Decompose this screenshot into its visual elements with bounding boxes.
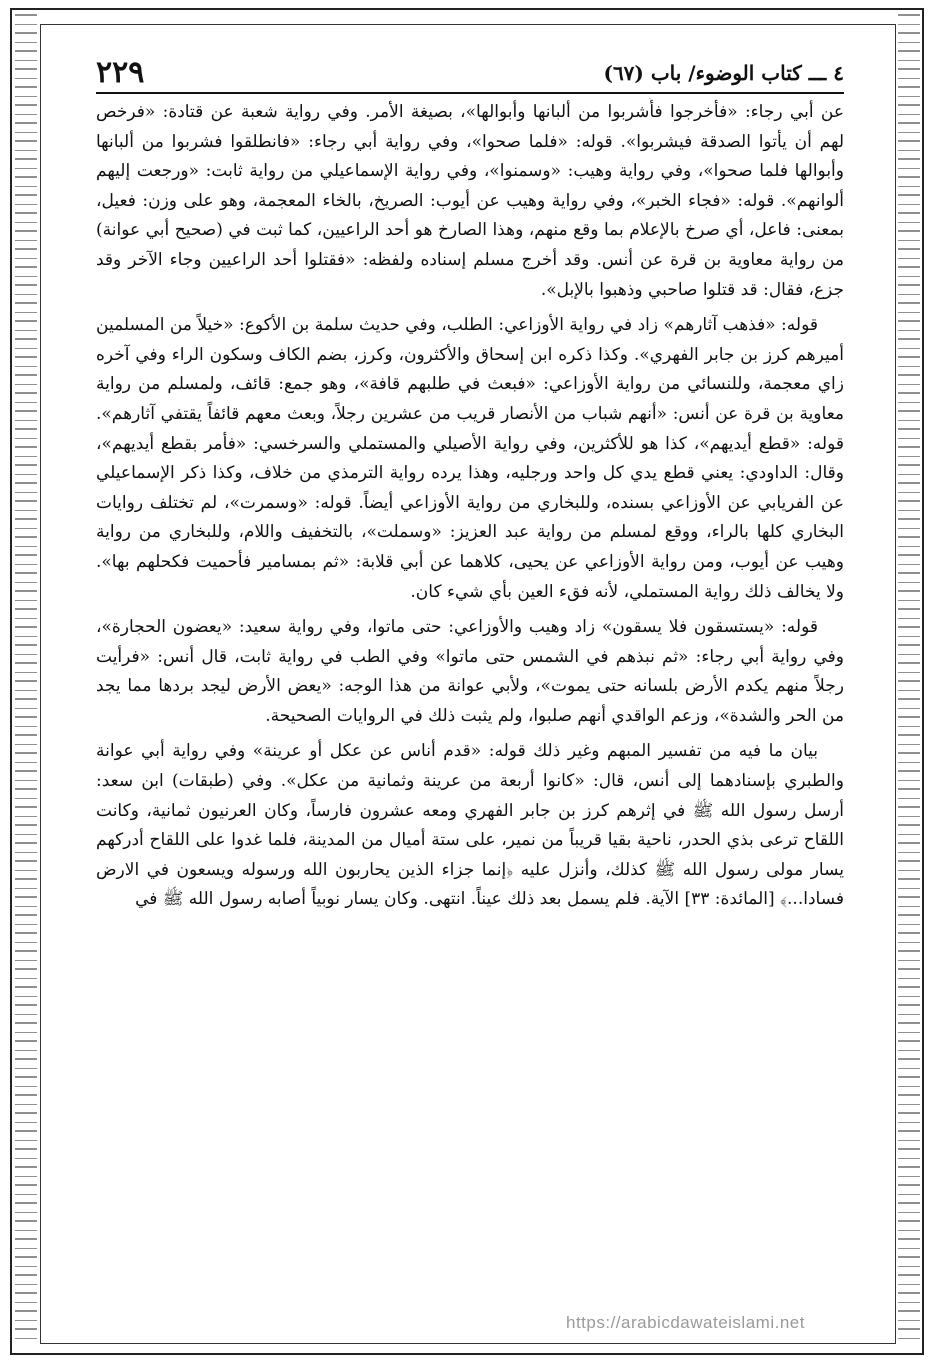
page-body [96,98,844,1333]
paragraph-1: عن أبي رجاء: «فأخرجوا فأُشربوا من ألبانها وأبوالها»، بصيغة الأمر. وفي رواية شعبة عن قتادة: «فرخص لهم أن يأتوا الصدقة فيشربوا». قوله: «فلما صحوا»، وفي رواية أبي رجاء: «فانطلقوا فشربوا من ألبانها وأبوالها فلما صحوا»، وفي رواية وهيب: «وسمنوا»، وفي رواية الإسماعيلي من رواية ثابت: «ورجعت إليهم ألوانهم». قوله: «فجاء الخبر»، وفي رواية وهيب عن أيوب: الصريخ، بالخاء المعجمة، وهو على وزن: فعيل، بمعنى: فاعل، أي صرخ بالإعلام بما وقع منهم، وهذا الصارخ هو أحد الراعيين، كما ثبت في (صحيح أبي عوانة) من رواية معاوية بن قرة عن أنس. وقد أخرج مسلم إسناده ولفظه: «فقتلوا أحد الراعيين وجاء الآخر وقد جزع، فقال: قد قتلوا صاحبي وذهبوا بالإبل». [96,102,844,300]
paragraph-4: بيان ما فيه من تفسير المبهم وغير ذلك قوله: «قدم أناس عن عكل أو عرينة» وفي رواية أبي عوانة والطبري بإسنادهما إلى أنس، قال: «كانوا أربعة من عرينة وثمانية من عكل». وفي (طبقات) ابن سعد: أرسل رسول الله ﷺ في إثرهم كرز بن جابر الفهري ومعه عشرون فارساً، وكان العرنيون ثمانية، وكانت اللقاح ترعى بذي الحدر، ناحية بقيا قريباً من نمير، على ستة أميال من المدينة، فلما غدوا على اللقاح أدركهم يسار مولى رسول الله ﷺ كذلك، وأنزل عليه ﴿إنما جزاء الذين يحاربون الله ورسوله ويسعون في الارض فسادا...﴾ [المائدة: ٣٣] الآية. فلم يسمل بعد ذلك عيناً. انتهى. وكان يسار نوبياً أصابه رسول الله ﷺ في [96,741,844,910]
paragraph-2: قوله: «فذهب آثارهم» زاد في رواية الأوزاعي: الطلب، وفي حديث سلمة بن الأكوع: «خيلاً من المسلمين أميرهم كرز بن جابر الفهري». وكذا ذكره ابن إسحاق والأكثرون، وكرز، بضم الكاف وسكون الراء وفي آخره زاي معجمة، وللنسائي من رواية الأوزاعي: «فبعث في طلبهم قافة»، وهو جمع: قائف، ولمسلم من رواية معاوية بن قرة عن أنس: «أنهم شباب من الأنصار قريب من عشرين رجلاً، وبعث معهم قائفاً يقتفي آثارهم». قوله: «قطع أيديهم»، كذا هو للأكثرين، وفي رواية الأصيلي والمستملي والسرخسي: «فأمر بقطع أيديهم»، وقال: الداودي: يعني قطع يدي كل واحد ورجليه، وهذا يرده رواية الترمذي من خلاف، وكذا ذكر الإسماعيلي عن الفريابي عن الأوزاعي بسنده، وللبخاري من رواية الأوزاعي أيضاً. قوله: «وسمرت»، لم تختلف روايات البخاري كلها بالراء، ووقع لمسلم من رواية عبد العزيز: «وسملت»، بالتخفيف واللام، وللبخاري من رواية وهيب عن أيوب، ومن رواية الأوزاعي عن يحيى، كلاهما عن أبي قلابة: «ثم بمسامير فأحميت فكحلهم بها». ولا يخالف ذلك رواية المستملي، لأنه فقء العين بأي شيء كان. [96,315,844,602]
page-number: ٢٢٩ [96,55,145,90]
paragraph-3: قوله: «يستسقون فلا يسقون» زاد وهيب والأوزاعي: حتى ماتوا، وفي رواية سعيد: «يعضون الحجارة»، وفي رواية أبي رجاء: «ثم نبذهم في الشمس حتى ماتوا» وفي الطب في رواية ثابت، قال أنس: «فرأيت رجلاً منهم يكدم الأرض بلسانه حتى يموت»، ولأبي عوانة من هذا الوجه: «يعض الأرض ليجد بردها مما يجد من الحر والشدة»، وزعم الواقدي أنهم صلبوا، ولم يثبت ذلك في الروايات الصحيحة. [96,617,844,726]
page-header [96,48,844,94]
watermark-url: https://arabicdawateislami.net [566,1313,805,1332]
running-title: ٤ ـــ كتاب الوضوء/ باب (٦٧) [603,61,844,85]
